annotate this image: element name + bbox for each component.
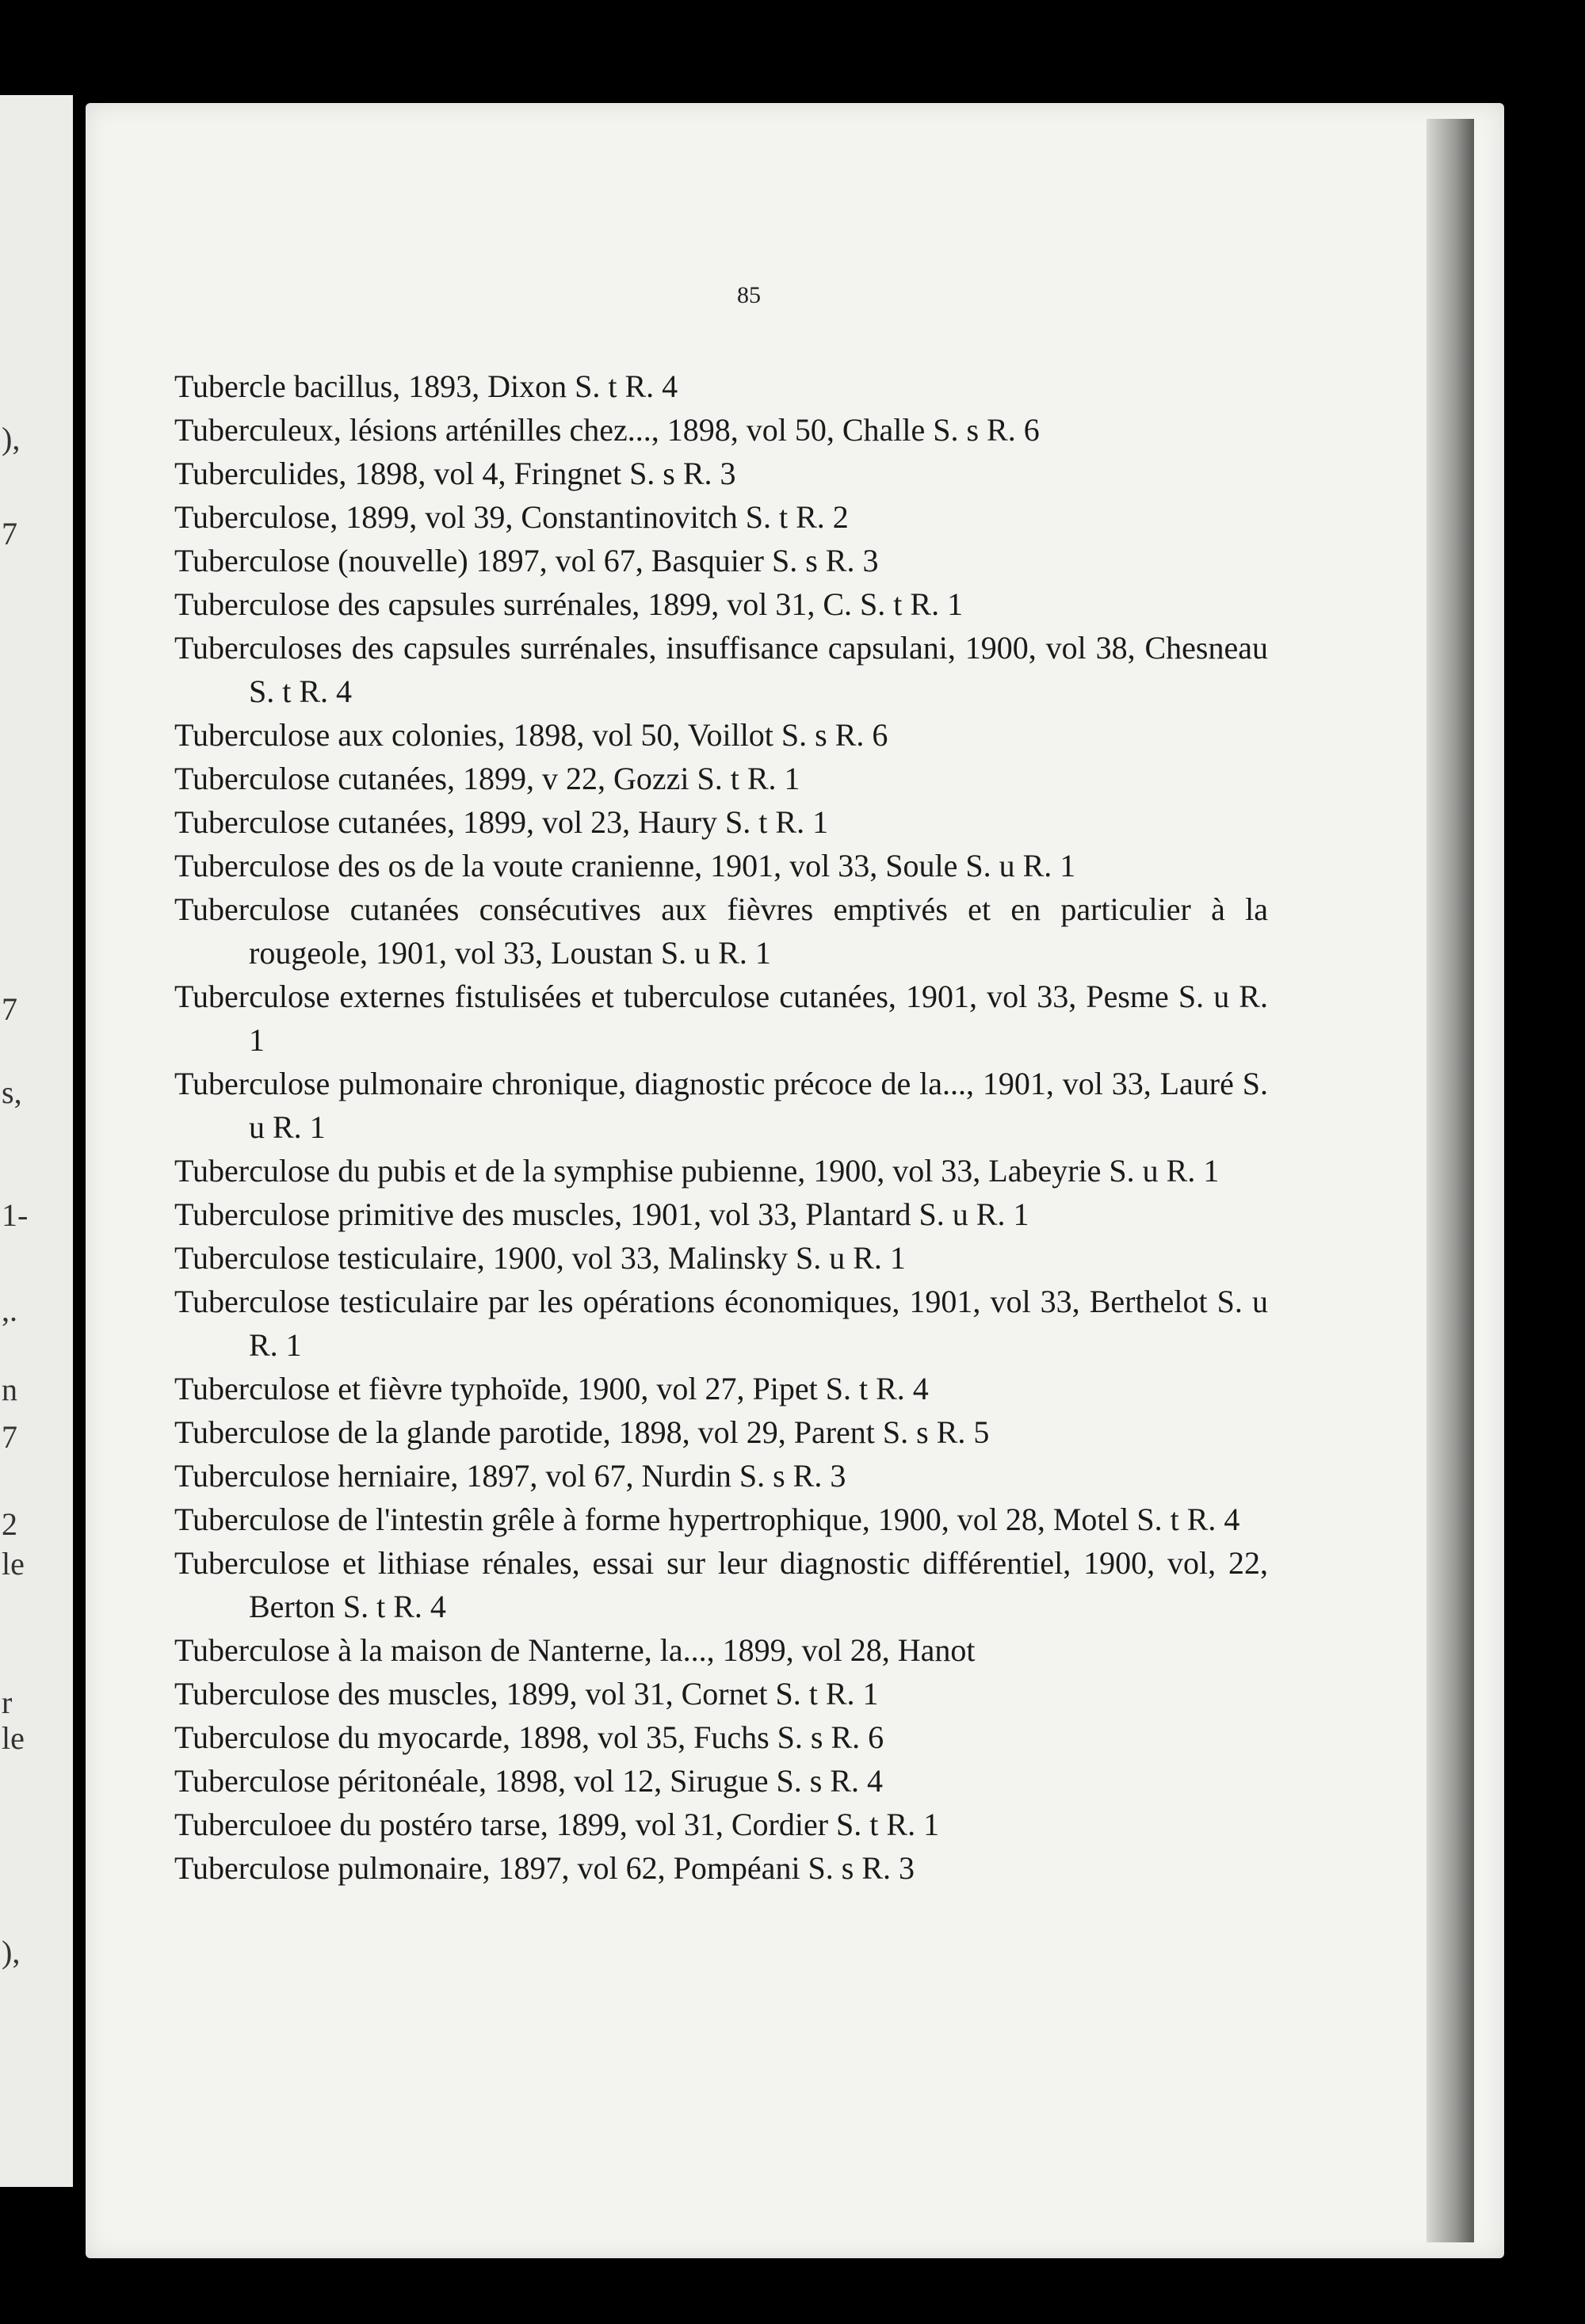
facing-page-text-fragment: 7	[2, 516, 17, 551]
facing-page-text-fragment: 7	[2, 1419, 17, 1455]
index-entry: Tuberculose et lithiase rénales, essai sur leur diagnostic différentiel, 1900, vol, 22, Berton S. t R. 4	[174, 1545, 1268, 1624]
facing-page-text-fragment: ,.	[2, 1292, 17, 1328]
facing-page-text-fragment: s,	[2, 1074, 22, 1110]
index-entry: Tuberculose du myocarde, 1898, vol 35, Fuchs S. s R. 6	[174, 1719, 884, 1755]
index-entry: Tuberculose à la maison de Nanterne, la..., 1899, vol 28, Hanot	[174, 1632, 976, 1668]
index-entry: Tuberculose et fièvre typhoïde, 1900, vol 27, Pipet S. t R. 4	[174, 1371, 929, 1406]
index-entry: Tuberculose primitive des muscles, 1901, vol 33, Plantard S. u R. 1	[174, 1196, 1029, 1232]
index-entry: Tuberculose testiculaire par les opérations économiques, 1901, vol 33, Berthelot S. u R. 1	[174, 1284, 1268, 1363]
index-entry: Tuberculose cutanées, 1899, vol 23, Haury S. t R. 1	[174, 804, 829, 840]
index-entry: Tuberculose des capsules surrénales, 1899, vol 31, C. S. t R. 1	[174, 586, 964, 622]
page-block-edge	[1426, 119, 1474, 2242]
index-entry: Tuberculose cutanées, 1899, v 22, Gozzi S. t R. 1	[174, 761, 800, 796]
index-entry: Tuberculose herniaire, 1897, vol 67, Nurdin S. s R. 3	[174, 1458, 846, 1494]
index-entry: Tuberculose des os de la voute cranienne, 1901, vol 33, Soule S. u R. 1	[174, 848, 1076, 883]
facing-page-text-fragment: n	[2, 1372, 17, 1407]
index-entry: Tuberculides, 1898, vol 4, Fringnet S. s R. 3	[174, 456, 736, 491]
index-entry: Tuberculose du pubis et de la symphise pubienne, 1900, vol 33, Labeyrie S. u R. 1	[174, 1153, 1220, 1189]
index-entry: Tuberculeux, lésions arténilles chez..., 1898, vol 50, Challe S. s R. 6	[174, 412, 1040, 448]
index-entry: Tuberculose péritonéale, 1898, vol 12, Sirugue S. s R. 4	[174, 1763, 884, 1799]
index-entries	[174, 364, 1268, 1890]
facing-page-edge	[0, 95, 73, 2187]
facing-page-text-fragment: r	[2, 1685, 13, 1720]
index-entry: Tuberculose, 1899, vol 39, Constantinovitch S. t R. 2	[174, 499, 849, 535]
index-entry: Tuberculose pulmonaire, 1897, vol 62, Pompéani S. s R. 3	[174, 1850, 915, 1886]
index-entry: Tuberculose pulmonaire chronique, diagnostic précoce de la..., 1901, vol 33, Lauré S. u R. 1	[174, 1066, 1268, 1145]
index-entry: Tubercle bacillus, 1893, Dixon S. t R. 4	[174, 368, 678, 404]
index-entry: Tuberculose aux colonies, 1898, vol 50, Voillot S. s R. 6	[174, 717, 888, 753]
facing-page-text-fragment: le	[2, 1546, 25, 1582]
index-entry: Tuberculose de la glande parotide, 1898, vol 29, Parent S. s R. 5	[174, 1414, 990, 1450]
facing-page-text-fragment: ),	[2, 421, 21, 456]
index-entry: Tuberculose testiculaire, 1900, vol 33, Malinsky S. u R. 1	[174, 1240, 906, 1276]
facing-page-text-fragment: 7	[2, 991, 17, 1027]
index-entry: Tuberculoee du postéro tarse, 1899, vol 31, Cordier S. t R. 1	[174, 1807, 940, 1842]
facing-page-text-fragment: 2	[2, 1506, 17, 1542]
page-number: 85	[737, 282, 761, 308]
facing-page-text-fragment: le	[2, 1720, 25, 1756]
index-entry: Tuberculoses des capsules surrénales, insuffisance capsulani, 1900, vol 38, Chesneau S. t R. 4	[174, 630, 1268, 709]
index-entry: Tuberculose des muscles, 1899, vol 31, Cornet S. t R. 1	[174, 1676, 879, 1712]
facing-page-text-fragment: 1-	[2, 1197, 29, 1233]
index-entry: Tuberculose de l'intestin grêle à forme hypertrophique, 1900, vol 28, Motel S. t R. 4	[174, 1502, 1240, 1537]
index-entry: Tuberculose (nouvelle) 1897, vol 67, Basquier S. s R. 3	[174, 543, 879, 578]
facing-page-text-fragment: ),	[2, 1934, 21, 1970]
index-entry: Tuberculose cutanées consécutives aux fièvres emptivés et en particulier à la rougeole, 1901, vol 33, Loustan S. u R. 1	[174, 891, 1268, 971]
index-entry: Tuberculose externes fistulisées et tuberculose cutanées, 1901, vol 33, Pesme S. u R. 1	[174, 979, 1268, 1058]
